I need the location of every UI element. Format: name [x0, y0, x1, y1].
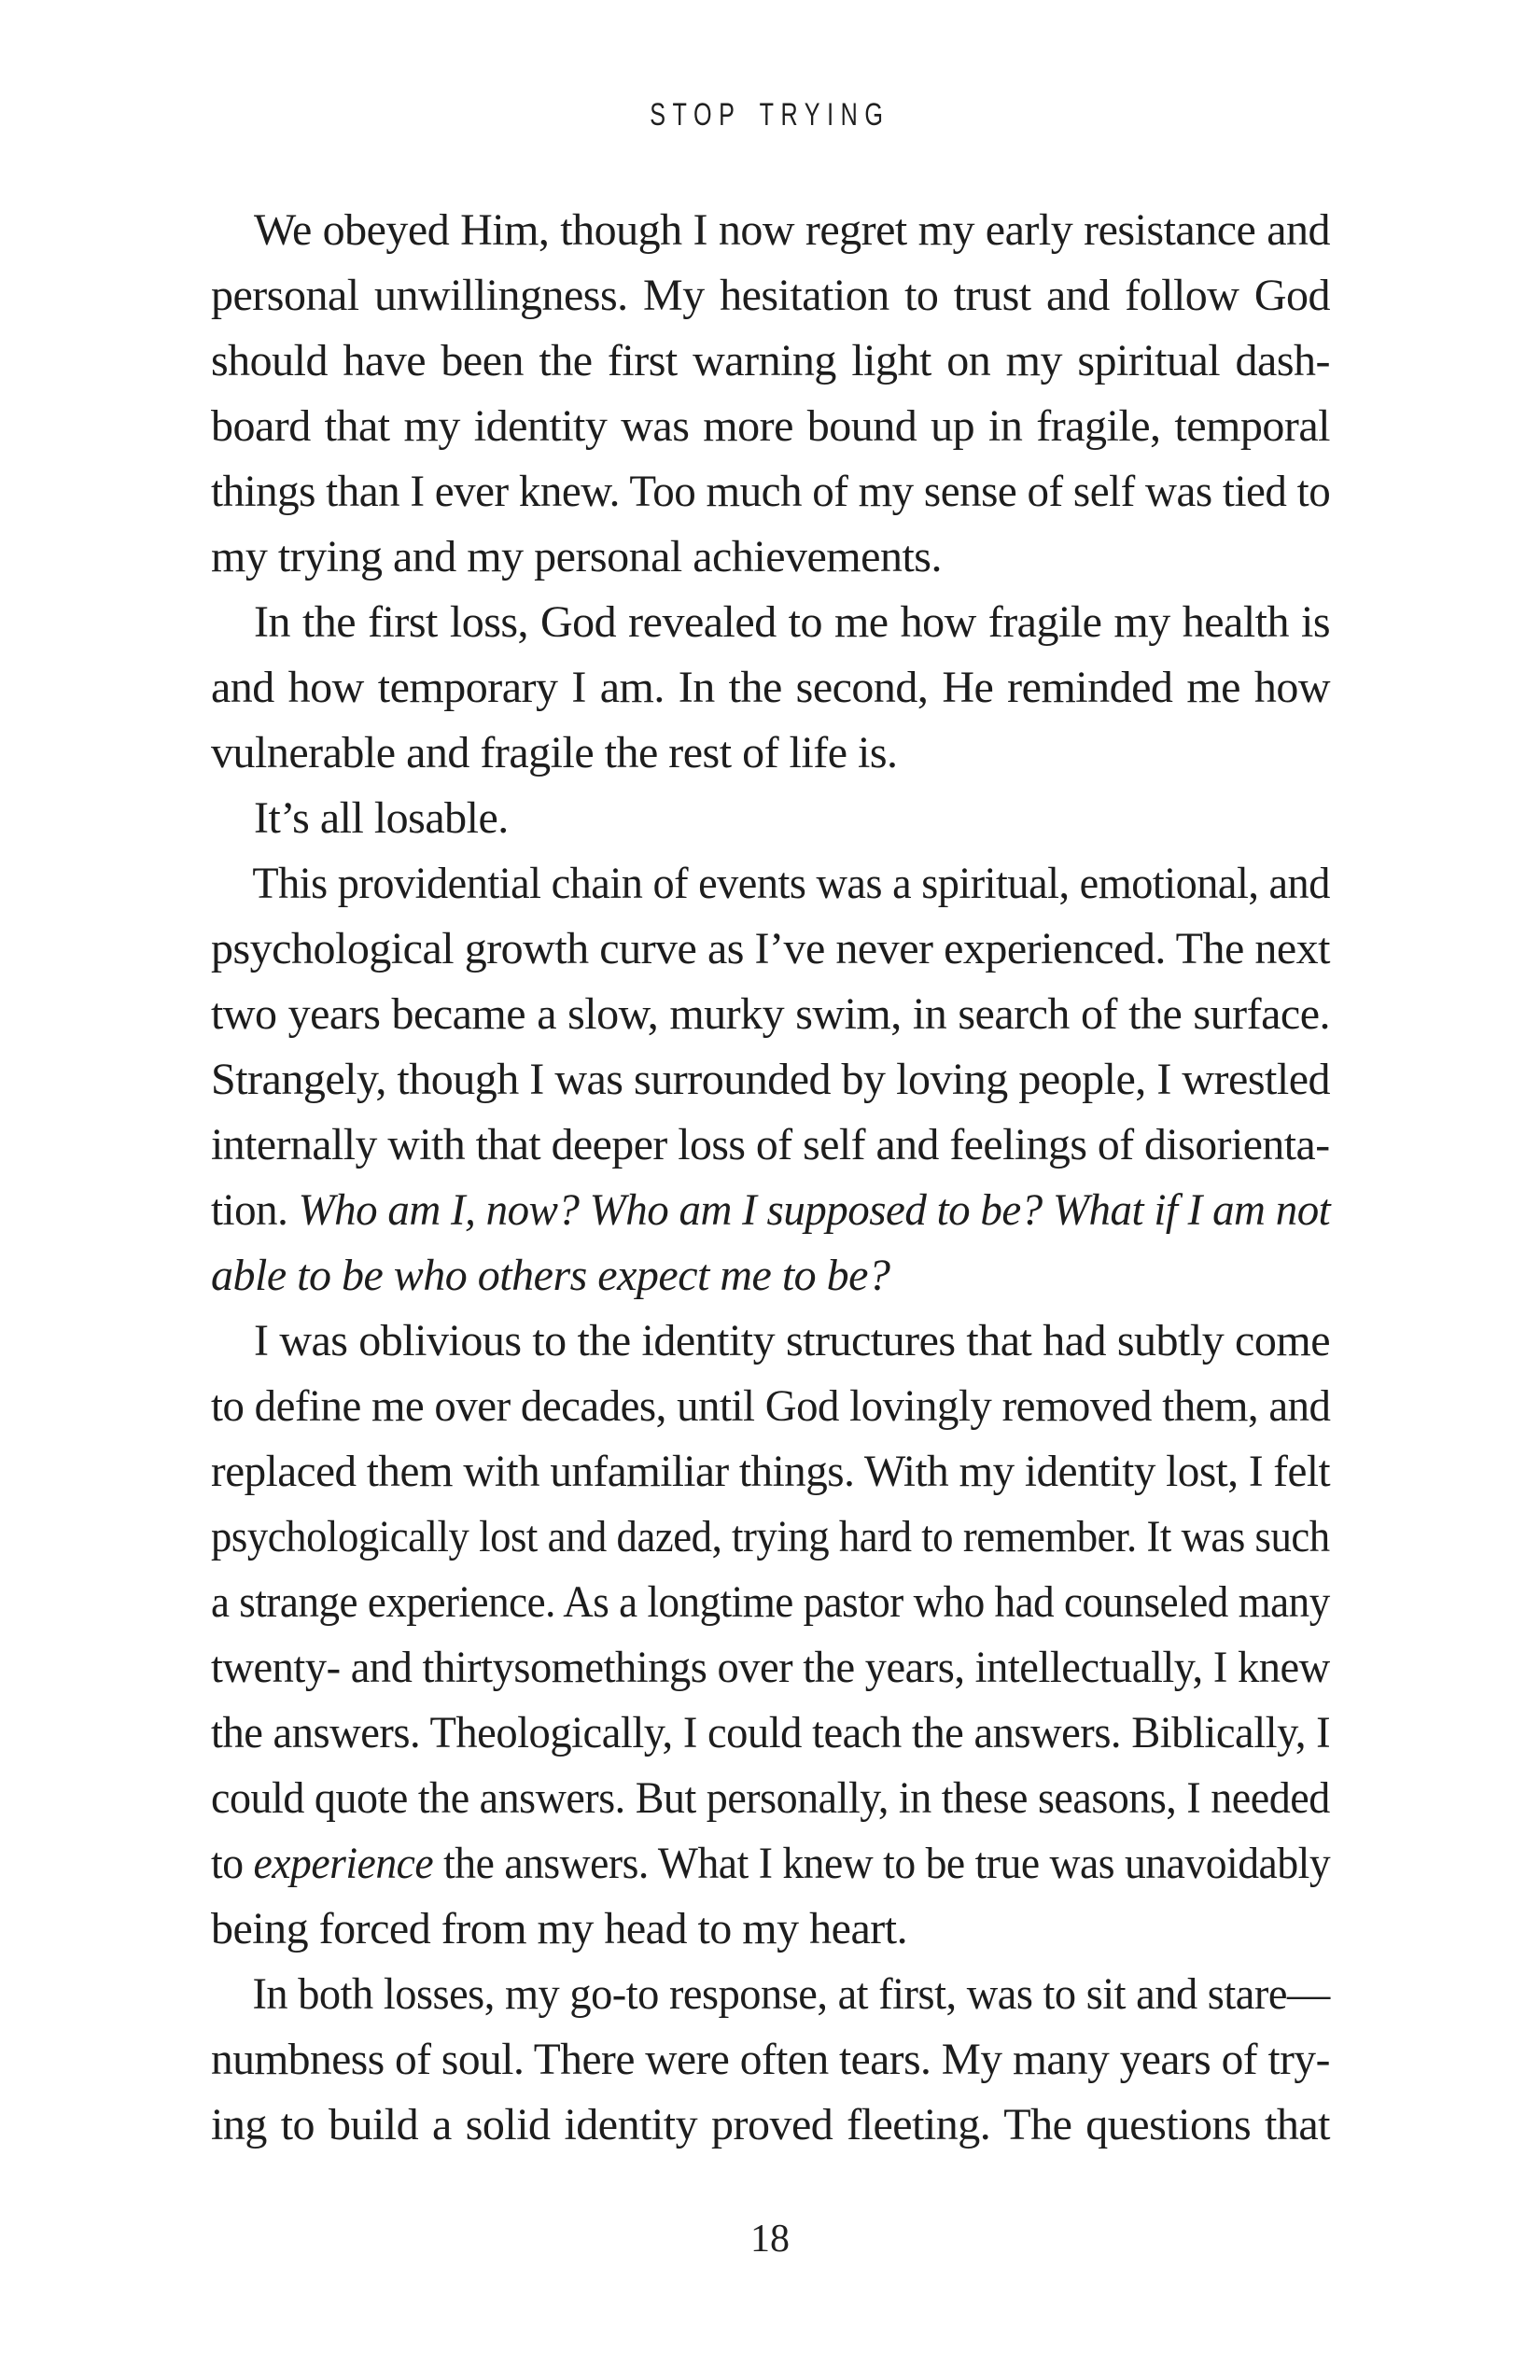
text-line: my trying and my personal achievements. — [211, 532, 942, 581]
text-line: a strange experience. As a longtime pastor who had counseled many — [211, 1577, 1330, 1627]
text-line: In both losses, my go-to response, at first, was to sit and stare— — [252, 1969, 1330, 2019]
paragraph — [211, 1962, 1330, 2158]
text-line: psychologically lost and dazed, trying hard to remember. It was such — [211, 1512, 1330, 1561]
text-line: twenty- and thirtysomethings over the years, intellectually, I knew — [211, 1643, 1330, 1692]
running-head — [0, 99, 1540, 131]
text-line: things than I ever knew. Too much of my sense of self was tied to — [211, 467, 1331, 516]
text-line: In the first loss, God revealed to me how fragile my health is — [254, 597, 1330, 647]
text-line: and how temporary I am. In the second, He reminded me how — [211, 663, 1330, 712]
text-line: We obeyed Him, though I now regret my early resistance and — [254, 205, 1330, 255]
text-line: replaced them with unfamiliar things. With my identity lost, I felt — [211, 1447, 1331, 1496]
text-line: numbness of soul. There were often tears. My many years of try- — [211, 2035, 1330, 2084]
text-line: personal unwillingness. My hesitation to trust and follow God — [211, 271, 1330, 320]
text-line: I was oblivious to the identity structures that had subtly come — [254, 1316, 1330, 1365]
paragraph — [211, 851, 1330, 1309]
text-line: able to be who others expect me to be? — [211, 1251, 890, 1300]
text-line: This providential chain of events was a spiritual, emotional, and — [252, 859, 1330, 908]
text-line: internally with that deeper loss of self and feelings of disorienta- — [211, 1120, 1330, 1169]
text-line: the answers. Theologically, I could teach the answers. Biblically, I — [211, 1708, 1331, 1757]
text-line: to define me over decades, until God lovingly removed them, and — [211, 1381, 1331, 1431]
paragraph — [211, 198, 1330, 590]
paragraph — [211, 590, 1330, 786]
text-line: should have been the first warning light on my spiritual dash- — [211, 336, 1330, 385]
text-line: board that my identity was more bound up in fragile, temporal — [211, 401, 1330, 451]
text-line: could quote the answers. But personally, in these seasons, I needed — [211, 1773, 1330, 1823]
text-line: Strangely, though I was surrounded by loving people, I wrestled — [211, 1055, 1330, 1104]
paragraph — [211, 1309, 1330, 1962]
text-line: tion. Who am I, now? Who am I supposed to be? What if I am not — [211, 1185, 1331, 1235]
text-line: It’s all losable. — [254, 793, 509, 843]
text-line: psychological growth curve as I’ve never experienced. The next — [211, 924, 1330, 973]
text-line: two years became a slow, murky swim, in search of the surface. — [211, 989, 1330, 1039]
text-line: being forced from my head to my heart. — [211, 1904, 908, 1953]
running-head-text: STOP TRYING — [650, 97, 890, 133]
body-text — [211, 198, 1330, 2158]
page-number: 18 — [750, 2218, 790, 2261]
text-line: to experience the answers. What I knew to be true was unavoidably — [211, 1839, 1331, 1888]
text-line: ing to build a solid identity proved fleeting. The questions that — [211, 2100, 1330, 2149]
paragraph — [211, 786, 1330, 851]
text-line: vulnerable and fragile the rest of life is. — [211, 728, 898, 777]
